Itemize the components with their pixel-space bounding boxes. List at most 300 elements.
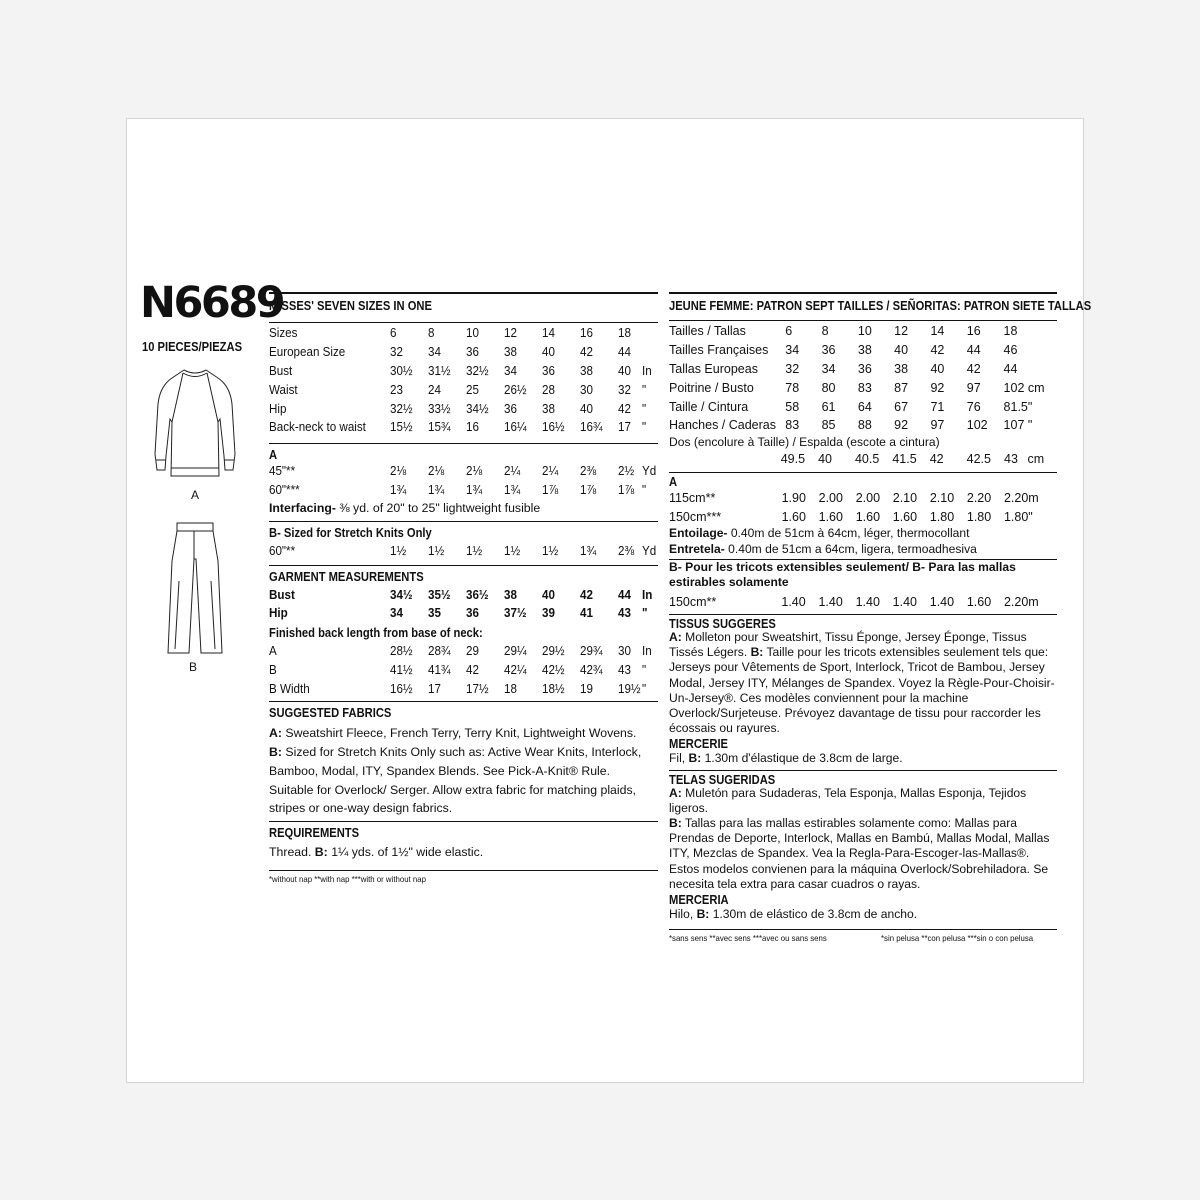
value-cell: 17: [427, 681, 441, 696]
value-cell: 1¾: [466, 482, 483, 497]
back-waist-table: [669, 450, 1057, 469]
table-row: [669, 397, 1057, 416]
suggested-fabrics-title: SUGGESTED FABRICS: [269, 705, 392, 721]
value-cell: 1.60: [818, 509, 843, 524]
value-cell: 26½: [504, 382, 527, 397]
table-row: [269, 481, 658, 500]
value-cell: 16: [466, 420, 479, 435]
value-cell: 35½: [428, 587, 451, 602]
tissus-b-label: B:: [750, 645, 764, 660]
merceria-thread: Hilo,: [669, 907, 697, 922]
value-cell: 71: [930, 399, 945, 414]
value-cell: 49.5: [780, 452, 806, 467]
value-cell: 34½: [466, 401, 489, 416]
value-cell: 36: [466, 606, 479, 621]
value-cell: 16: [580, 326, 593, 341]
suggested-fabrics-text: [269, 724, 649, 818]
value-cell: 1.40: [818, 594, 843, 609]
unit-cell: [1028, 341, 1057, 360]
value-cell: 92: [930, 380, 945, 395]
row-label: Sizes: [269, 326, 298, 341]
unit-cell: ": [1027, 399, 1033, 414]
value-cell: 42: [580, 345, 593, 360]
value-cell: 32: [390, 345, 403, 360]
tissus-title: TISSUS SUGGERES: [669, 615, 776, 631]
value-cell: 46: [1003, 343, 1018, 358]
value-cell: 1⅞: [580, 482, 597, 497]
value-cell: 18: [618, 326, 631, 341]
value-cell: 87: [894, 380, 909, 395]
table-row: [269, 343, 658, 362]
value-cell: 34: [428, 345, 441, 360]
value-cell: 1⅞: [542, 482, 559, 497]
table-row: [669, 341, 1057, 360]
unit-cell: Yd: [642, 543, 657, 558]
unit-cell: [1028, 360, 1057, 379]
value-cell: 42: [929, 452, 944, 467]
value-cell: 40: [818, 452, 832, 467]
entoilage-label: Entoilage-: [669, 526, 728, 541]
value-cell: 88: [857, 418, 872, 433]
metric-view-b-title: B- Pour les tricots extensibles seulement/ B- Para las mallas estirables solamente: [669, 559, 1016, 589]
value-cell: 76: [966, 399, 981, 414]
value-cell: 10: [466, 326, 479, 341]
table-row: [269, 642, 658, 661]
entretela-text: 0.40m de 51cm a 64cm, ligera, termoadhesiva: [724, 541, 977, 556]
value-cell: 33½: [428, 401, 451, 416]
value-cell: 29¾: [579, 644, 603, 659]
merceria-text: [669, 907, 1057, 922]
mercerie-thread: Fil,: [669, 751, 689, 766]
telas-a-label: A:: [669, 785, 682, 800]
merceria-elastic: 1.30m de elástico de 3.8cm de ancho.: [709, 907, 918, 922]
value-cell: 1½: [390, 543, 407, 558]
value-cell: 92: [894, 418, 909, 433]
table-row: [669, 378, 1057, 397]
value-cell: 78: [785, 380, 800, 395]
pattern-number: N6689: [140, 278, 284, 328]
value-cell: 23: [390, 382, 403, 397]
value-cell: 1.60: [781, 509, 806, 524]
unit-cell: ": [642, 420, 647, 435]
value-cell: 6: [390, 326, 397, 341]
unit-cell: [642, 324, 657, 343]
value-cell: 17: [618, 420, 631, 435]
value-cell: 2⅜: [618, 543, 635, 558]
value-cell: 1½: [428, 543, 445, 558]
metric-view-a-label: A: [669, 473, 678, 489]
value-cell: 1.40: [855, 594, 880, 609]
piece-count: 10 PIECES/PIEZAS: [142, 339, 243, 354]
metric-view-a-table: [669, 489, 1057, 527]
value-cell: 43: [1004, 452, 1018, 467]
value-cell: 107: [1003, 418, 1025, 433]
unit-cell: ": [1028, 509, 1033, 524]
value-cell: 16¼: [504, 420, 527, 435]
value-cell: 6: [785, 324, 793, 339]
value-cell: 80: [821, 380, 836, 395]
value-cell: 32½: [390, 401, 413, 416]
value-cell: 1.80: [966, 509, 992, 524]
row-label: 115cm**: [669, 491, 716, 506]
value-cell: 42: [580, 587, 593, 602]
value-cell: 36: [857, 361, 872, 376]
unit-cell: ": [642, 382, 647, 397]
value-cell: 16: [966, 324, 981, 339]
value-cell: 40: [580, 401, 593, 416]
value-cell: 34: [785, 343, 800, 358]
tissus-a-text: Molleton pour Sweatshirt, Tissu Éponge, Jersey Éponge, Tissus Tissés Légers.: [669, 629, 1027, 660]
value-cell: 41: [580, 606, 593, 621]
table-row: [669, 508, 1057, 527]
value-cell: 102: [1003, 380, 1025, 395]
value-cell: 28¾: [427, 644, 451, 659]
row-label: 45"**: [269, 464, 296, 479]
value-cell: 83: [785, 418, 800, 433]
value-cell: 41½: [389, 662, 413, 677]
garment-measurements-title: GARMENT MEASUREMENTS: [269, 569, 424, 585]
value-cell: 30½: [390, 363, 413, 378]
value-cell: 34: [504, 363, 517, 378]
value-cell: 1.60: [855, 509, 881, 524]
value-cell: 43: [618, 606, 631, 621]
value-cell: 34: [390, 606, 403, 621]
view-a-yardage-table: [269, 462, 658, 500]
table-row: [669, 360, 1057, 379]
fabrics-b-text: Sized for Stretch Knits Only such as: Active Wear Knits, Interlock, Bamboo, Modal, ITY, Spandex Blends. See Pick-A-Knit® Rule. Suitable for Overlock/ Serger. Allow extra fabric for matching plaids, stripes or one-way design fabrics.: [269, 744, 642, 816]
value-cell: 40: [542, 345, 555, 360]
entoilage-line: [669, 526, 1057, 541]
entretela-line: [669, 542, 1057, 557]
value-cell: 41.5: [892, 452, 917, 467]
value-cell: 36: [466, 345, 479, 360]
value-cell: 102: [966, 418, 988, 433]
fabrics-b-label: B:: [269, 744, 282, 759]
value-cell: 37½: [504, 606, 527, 621]
value-cell: 38: [857, 343, 872, 358]
table-row: [669, 592, 1057, 611]
french-footnote: *sans sens **avec sens ***avec ou sans sens: [669, 933, 827, 944]
value-cell: 1.80: [1003, 509, 1029, 524]
metric-size-chart-table: [669, 322, 1057, 435]
value-cell: 18: [503, 681, 517, 696]
value-cell: 40: [542, 587, 555, 602]
metric-view-b-table: [669, 592, 1057, 611]
table-row: [669, 489, 1057, 508]
row-label: B: [269, 662, 277, 677]
row-label: B Width: [269, 681, 310, 696]
value-cell: 8: [821, 324, 829, 339]
value-cell: 44: [618, 345, 631, 360]
interfacing-label: Interfacing-: [269, 501, 336, 516]
table-row: [269, 679, 658, 698]
value-cell: 38: [894, 361, 909, 376]
merceria-b-label: B:: [696, 907, 710, 922]
value-cell: 15¾: [428, 420, 451, 435]
unit-cell: ": [1027, 418, 1033, 433]
unit-cell: In: [642, 587, 653, 602]
value-cell: 14: [542, 326, 555, 341]
size-chart-table: [269, 324, 658, 437]
telas-title: TELAS SUGERIDAS: [669, 771, 776, 787]
value-cell: 2.10: [892, 491, 918, 506]
value-cell: 42: [930, 343, 945, 358]
value-cell: 2¼: [542, 464, 559, 479]
telas-b-label: B:: [669, 816, 682, 831]
value-cell: 2½: [618, 464, 635, 479]
tissus-b-text: Taille pour les tricots extensibles seulement tels que: Jerseys pour Vêtements de Sport, Interlock, Tricot de Bambou, Jersey Modal, Jersey ITY, Mélanges de Spandex. Voyez la Règle-Pour-Choisir-Un-Jersey®. Ces modèles conviennent pour la machine Overlock/Surjeteuse. Prévoyez davantage de tissu pour raccorder les écossais ou rayures.: [669, 645, 1055, 736]
row-label: Bust: [269, 363, 293, 378]
value-cell: 2⅜: [580, 464, 597, 479]
back-length-title: Finished back length from base of neck:: [269, 624, 483, 640]
value-cell: 1.40: [781, 594, 806, 609]
view-b-pants-illustration: [165, 521, 225, 656]
value-cell: 40.5: [854, 452, 880, 467]
value-cell: 42½: [541, 662, 565, 677]
value-cell: 1½: [466, 543, 483, 558]
french-spanish-title: JEUNE FEMME: PATRON SEPT TAILLES / SEÑORITAS: PATRON SIETE TALLAS: [669, 298, 1092, 313]
value-cell: 2.00: [818, 491, 843, 506]
value-cell: 2.00: [855, 491, 881, 506]
value-cell: 39: [542, 606, 555, 621]
value-cell: 36: [542, 363, 555, 378]
value-cell: 17½: [465, 681, 489, 696]
view-b-yardage-table: [269, 541, 658, 560]
fabrics-a-label: A:: [269, 726, 282, 741]
table-row: [269, 541, 658, 560]
value-cell: 36½: [466, 587, 489, 602]
view-a-label: A: [191, 488, 200, 502]
value-cell: 2⅛: [466, 464, 483, 479]
table-row: [269, 362, 658, 381]
metric-footnotes: [669, 933, 1057, 945]
value-cell: 43: [617, 662, 631, 677]
value-cell: 2¼: [504, 464, 521, 479]
value-cell: 1¾: [390, 482, 407, 497]
unit-cell: ": [642, 482, 647, 497]
value-cell: 42: [966, 361, 981, 376]
value-cell: 36: [504, 401, 517, 416]
row-label: Hanches / Caderas: [669, 418, 777, 433]
interfacing-text: ⅜ yd. of 20" to 25" lightweight fusible: [335, 501, 541, 516]
row-label: Taille / Cintura: [669, 399, 749, 414]
table-row: [269, 418, 658, 437]
value-cell: 1¾: [428, 482, 445, 497]
unit-cell: m: [1028, 491, 1039, 506]
value-cell: 10: [857, 324, 872, 339]
unit-cell: In: [641, 644, 652, 659]
garment-measurements-table: [269, 585, 658, 623]
value-cell: 1.40: [929, 594, 955, 609]
row-label: Tailles / Tallas: [669, 324, 746, 339]
unit-cell: ": [641, 681, 647, 696]
table-row: [269, 585, 658, 604]
row-label: 60"***: [269, 482, 300, 497]
requirements-thread: Thread.: [269, 845, 315, 860]
value-cell: 2⅛: [390, 464, 407, 479]
value-cell: 19: [579, 681, 593, 696]
value-cell: 38: [580, 363, 593, 378]
value-cell: 1.80: [929, 509, 955, 524]
value-cell: 16¾: [580, 420, 603, 435]
value-cell: 18½: [541, 681, 565, 696]
value-cell: 81.5: [1003, 399, 1028, 414]
value-cell: 30: [580, 382, 593, 397]
requirements-text: [269, 843, 658, 862]
table-row: [669, 416, 1057, 435]
row-label: 150cm***: [669, 509, 722, 524]
value-cell: 38: [504, 587, 517, 602]
unit-cell: [642, 343, 657, 362]
value-cell: 42: [618, 401, 631, 416]
row-label: Back-neck to waist: [269, 420, 366, 435]
row-label: European Size: [269, 345, 346, 360]
value-cell: 8: [428, 326, 435, 341]
value-cell: 1.60: [966, 594, 992, 609]
value-cell: 44: [1003, 361, 1018, 376]
value-cell: 16½: [389, 681, 413, 696]
value-cell: 32: [618, 382, 631, 397]
row-label: Tallas Europeas: [669, 361, 758, 376]
value-cell: 30: [617, 644, 631, 659]
requirements-b-label: B:: [314, 845, 328, 860]
unit-cell: cm: [1027, 452, 1045, 467]
requirements-elastic: 1¼ yds. of 1½" wide elastic.: [327, 845, 484, 860]
table-row: [269, 604, 658, 623]
mercerie-b-label: B:: [688, 751, 702, 766]
entretela-label: Entretela-: [669, 541, 725, 556]
value-cell: 29½: [541, 644, 565, 659]
english-title: MISSES' SEVEN SIZES IN ONE: [269, 298, 432, 313]
row-label: Hip: [269, 401, 287, 416]
value-cell: 2.20: [1003, 594, 1029, 609]
tissus-a-label: A:: [669, 629, 682, 644]
value-cell: 58: [785, 399, 800, 414]
view-a-top-illustration: [150, 364, 240, 484]
row-label: 60"**: [269, 543, 296, 558]
back-waist-label: Dos (encolure à Taille) / Espalda (escote a cintura): [669, 434, 940, 449]
unit-cell: [1028, 322, 1057, 341]
value-cell: 1½: [542, 543, 559, 558]
tissus-text: [669, 630, 1057, 736]
row-label: A: [269, 644, 277, 659]
table-row: [669, 450, 1057, 469]
table-row: [269, 380, 658, 399]
table-row: [269, 661, 658, 680]
merceria-title: MERCERIA: [669, 892, 729, 908]
view-a-yardage-label: A: [269, 446, 278, 462]
value-cell: 85: [821, 418, 836, 433]
value-cell: 2.20: [966, 491, 992, 506]
telas-b-text: Tallas para las mallas estirables solamente como: Mallas para Prendas de Deporte, Interlock, Mallas en Bambú, Mallas Modal, Mallas ITY, Mezclas de Spandex. Vea la Regla-Para-Escoger-las-Mallas®. Estos modelos convienen para la máquina Overlock/Sobrehiladora. Se necesita tela extra para casar cuadros o rayas.: [669, 816, 1050, 891]
row-label: Tailles Françaises: [669, 343, 769, 358]
value-cell: 64: [857, 399, 872, 414]
french-spanish-column: [669, 292, 1092, 945]
value-cell: 1.60: [892, 509, 918, 524]
row-label: Hip: [269, 606, 288, 621]
value-cell: 24: [428, 382, 441, 397]
value-cell: 14: [930, 324, 945, 339]
value-cell: 44: [966, 343, 981, 358]
value-cell: 18: [1003, 324, 1018, 339]
table-row: [269, 462, 658, 481]
unit-cell: Yd: [642, 464, 657, 479]
value-cell: 2⅛: [428, 464, 445, 479]
value-cell: 44: [618, 587, 631, 602]
value-cell: 34½: [390, 587, 413, 602]
value-cell: 1½: [504, 543, 521, 558]
value-cell: 61: [821, 399, 836, 414]
value-cell: 42.5: [966, 452, 991, 467]
value-cell: 42¼: [503, 662, 527, 677]
row-label: Bust: [269, 587, 295, 602]
row-label: Waist: [269, 382, 298, 397]
english-footnote: *without nap **with nap ***with or without nap: [269, 873, 426, 884]
value-cell: 32½: [466, 363, 489, 378]
value-cell: 34: [821, 361, 836, 376]
table-row: [669, 322, 1057, 341]
table-row: [269, 324, 658, 343]
unit-cell: ": [642, 606, 648, 621]
telas-text: [669, 786, 1057, 892]
table-row: [269, 399, 658, 418]
value-cell: 29¼: [503, 644, 527, 659]
view-b-yardage-title: B- Sized for Stretch Knits Only: [269, 525, 432, 541]
value-cell: 42: [465, 662, 479, 677]
value-cell: 25: [466, 382, 479, 397]
value-cell: 29: [465, 644, 479, 659]
value-cell: 35: [428, 606, 441, 621]
mercerie-text: [669, 751, 1057, 766]
value-cell: 1¾: [580, 543, 597, 558]
value-cell: 38: [542, 401, 555, 416]
back-length-table: [269, 642, 658, 698]
value-cell: 19½: [617, 681, 641, 696]
telas-a-text: Muletón para Sudaderas, Tela Esponja, Mallas Esponja, Tejidos ligeros.: [669, 785, 1027, 815]
value-cell: 40: [930, 361, 945, 376]
value-cell: 67: [894, 399, 909, 414]
unit-cell: cm: [1027, 380, 1045, 395]
interfacing-line: [269, 499, 658, 519]
value-cell: 36: [821, 343, 836, 358]
value-cell: 2.20: [1003, 491, 1029, 506]
value-cell: 1.40: [892, 594, 917, 609]
value-cell: 97: [966, 380, 981, 395]
value-cell: 28½: [389, 644, 413, 659]
value-cell: 16½: [542, 420, 565, 435]
requirements-title: REQUIREMENTS: [269, 825, 360, 841]
value-cell: 1.90: [781, 491, 806, 506]
value-cell: 28: [542, 382, 555, 397]
value-cell: 97: [930, 418, 945, 433]
value-cell: 40: [618, 363, 631, 378]
english-column: [269, 292, 658, 884]
value-cell: 2.10: [929, 491, 955, 506]
value-cell: 12: [504, 326, 517, 341]
value-cell: 42¾: [579, 662, 603, 677]
unit-cell: ": [641, 662, 647, 677]
value-cell: 15½: [390, 420, 413, 435]
value-cell: 41¾: [427, 662, 451, 677]
fabrics-a-text: Sweatshirt Fleece, French Terry, Terry Knit, Lightweight Wovens.: [281, 726, 637, 741]
entoilage-text: 0.40m de 51cm à 64cm, léger, thermocollant: [727, 526, 970, 541]
row-label: 150cm**: [669, 594, 717, 609]
value-cell: 32: [785, 361, 800, 376]
row-spacer: [669, 450, 781, 469]
value-cell: 12: [894, 324, 909, 339]
value-cell: 1⅞: [618, 482, 635, 497]
spanish-footnote: *sin pelusa **con pelusa ***sin o con pelusa: [881, 933, 1034, 944]
